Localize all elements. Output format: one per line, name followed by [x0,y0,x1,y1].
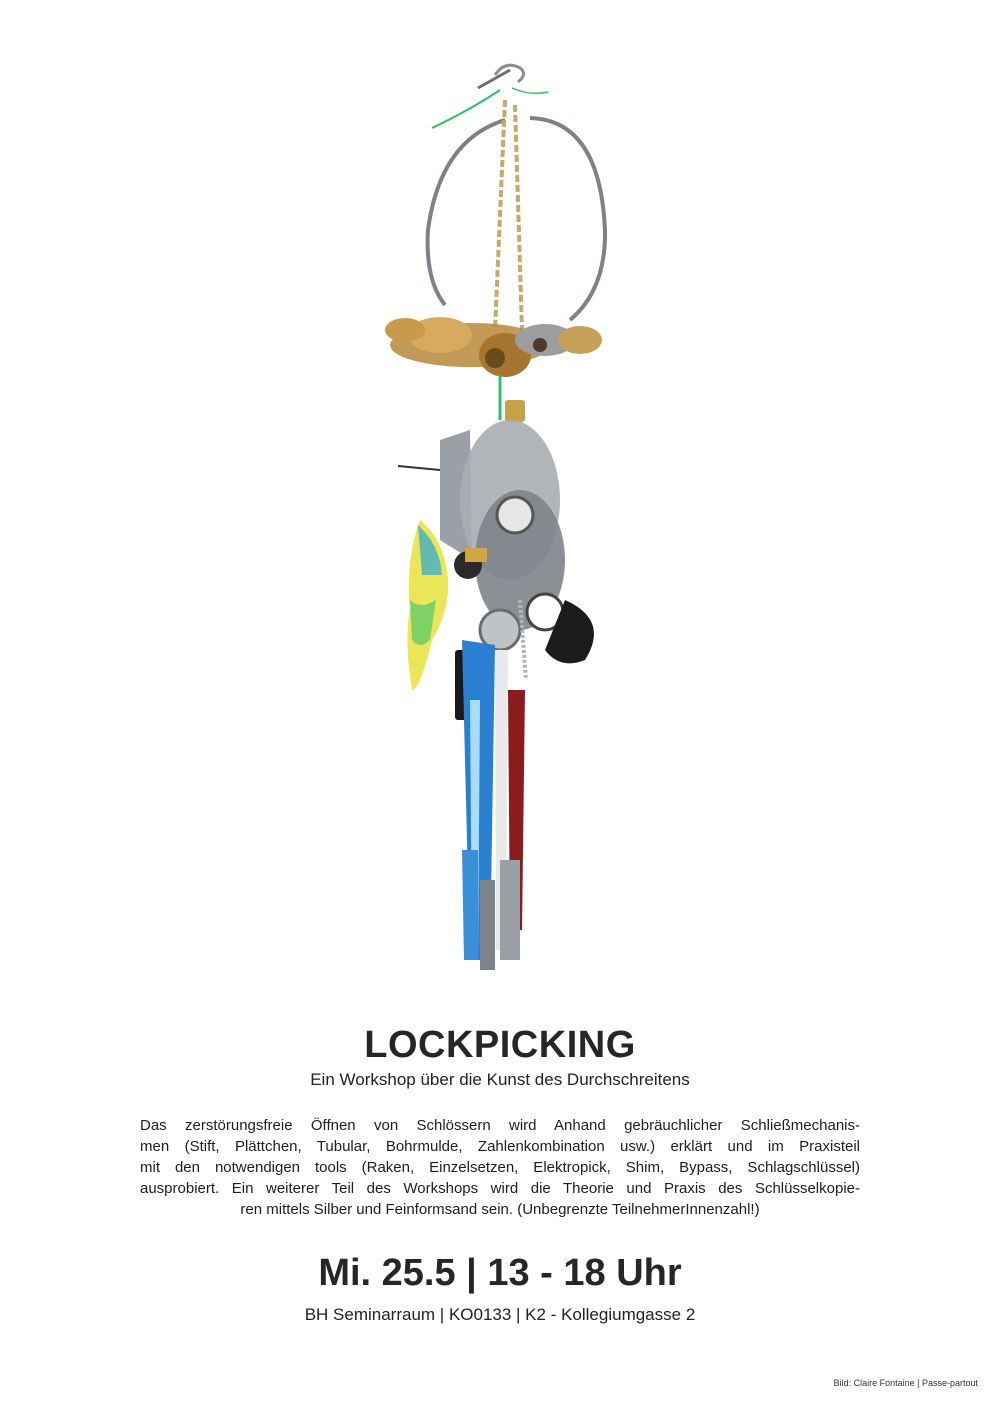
description-line: ausprobiert. Ein weiterer Teil des Workshops wird die Theorie und Praxis des Schlüsselkopie- [140,1180,860,1197]
description-line: Das zerstörungsfreie Öffnen von Schlössern wird Anhand gebräuchlicher Schließmechanis- [140,1117,860,1134]
description-line: ren mittels Silber und Feinformsand sein. (Unbegrenzte TeilnehmerInnenzahl!) [240,1201,760,1218]
gold-ring-cluster [385,317,602,377]
chains [495,100,522,330]
poster-title: LOCKPICKING [364,1024,636,1066]
pick-blades [462,640,525,970]
event-datetime: Mi. 25.5 | 13 - 18 Uhr [318,1252,682,1294]
description-line: mit den notwendigen tools (Raken, Einzelsetzen, Elektropick, Shim, Bypass, Schlagschlüssel) [140,1159,860,1176]
description-line: men (Stift, Plättchen, Tubular, Bohrmulde, Zahlenkombination usw.) erklärt und im Praxisteil [140,1138,860,1155]
image-credit: Bild: Claire Fontaine | Passe-partout [833,1378,978,1388]
poster-subtitle: Ein Workshop über die Kunst des Durchschreitens [310,1070,690,1089]
event-location: BH Seminarraum | KO0133 | K2 - Kollegiumgasse 2 [304,1305,696,1324]
workshop-description [140,1115,860,1220]
